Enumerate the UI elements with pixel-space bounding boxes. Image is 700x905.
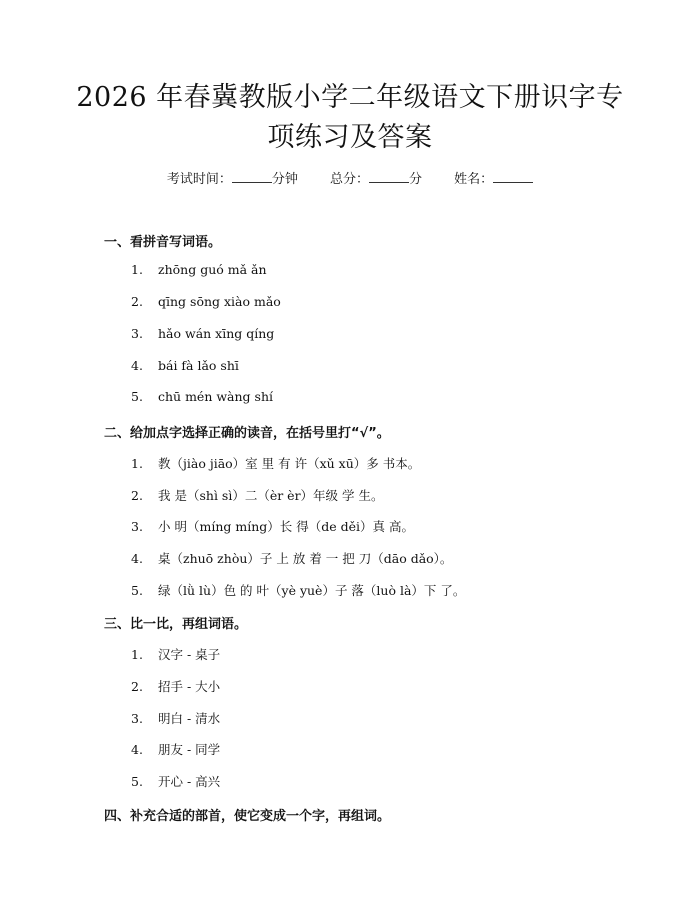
total-score-label: 总分：: [329, 172, 369, 187]
student-name-blank: [493, 170, 533, 183]
section-heading-4: 四、补充合适的部首，使它变成一个字，再组词。: [104, 809, 391, 824]
list-item: 2. 招手 - 大小: [131, 679, 221, 694]
list-item: 1. 教（jiào jiāo）室 里 有 许（xǔ xū）多 书本。: [131, 456, 421, 471]
exam-meta: [0, 168, 700, 187]
list-item: 2. 我 是（shì sì）二（èr èr）年级 学 生。: [131, 488, 384, 503]
list-item: 1. 汉字 - 桌子: [131, 647, 221, 662]
list-item: 1. zhōng guó mǎ ǎn: [131, 262, 267, 277]
exam-time-label: 考试时间：: [166, 172, 232, 187]
total-score-unit: 分: [409, 172, 423, 187]
list-item: 3. 小 明（míng míng）长 得（de děi）真 高。: [131, 519, 414, 534]
total-score: [330, 168, 422, 187]
list-item: 4. 朋友 - 同学: [131, 742, 221, 757]
list-item: 4. bái fà lǎo shī: [131, 358, 239, 373]
list-item: 3. hǎo wán xīng qíng: [131, 326, 275, 341]
exam-time: [167, 168, 298, 187]
title-line-2: 项练习及答案: [267, 122, 433, 153]
total-score-blank: [369, 170, 409, 183]
list-item: 2. qīng sōng xiào mǎo: [131, 294, 281, 309]
exam-time-blank: [232, 170, 272, 183]
exam-time-unit: 分钟: [271, 172, 298, 187]
list-item: 5. 开心 - 高兴: [131, 774, 221, 789]
section-heading-1: 一、看拼音写词语。: [104, 235, 222, 250]
list-item: 5. chū mén wàng shí: [131, 389, 273, 404]
section-heading-3: 三、比一比，再组词语。: [104, 617, 248, 632]
list-item: 3. 明白 - 清水: [131, 711, 221, 726]
section-heading-2: 二、给加点字选择正确的读音，在括号里打“√”。: [104, 426, 390, 441]
title-line-1: 2026 年春冀教版小学二年级语文下册识字专: [76, 82, 624, 113]
list-item: 4. 桌（zhuō zhòu）子 上 放 着 一 把 刀（dāo dǎo）。: [131, 551, 453, 566]
student-name: [454, 168, 533, 187]
student-name-label: 姓名：: [454, 172, 494, 187]
list-item: 5. 绿（lǜ lù）色 的 叶（yè yuè）子 落（luò là）下 了。: [131, 583, 466, 598]
page-title: [60, 78, 640, 158]
